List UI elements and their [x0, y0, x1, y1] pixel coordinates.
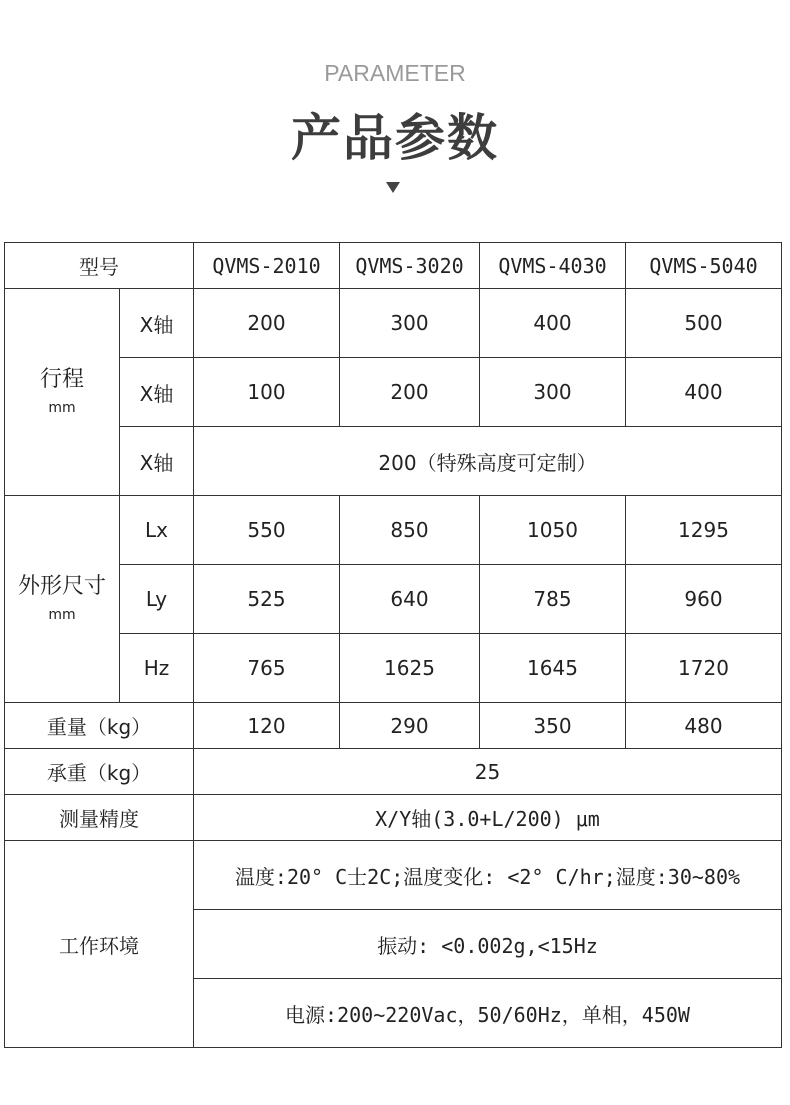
triangle-down-icon	[386, 182, 400, 193]
axis-label: Lx	[120, 496, 194, 565]
table-row-load	[5, 749, 782, 795]
axis-label: Hz	[120, 634, 194, 703]
table-row-accuracy	[5, 795, 782, 841]
table-row-model	[5, 243, 782, 289]
table-cell: 1050	[480, 496, 626, 565]
travel-label: 行程	[39, 367, 84, 392]
page-title: 产品参数	[291, 109, 499, 167]
table-cell: 25	[194, 749, 782, 795]
dimensions-label: 外形尺寸	[17, 574, 106, 599]
section-subtitle: PARAMETER	[324, 60, 466, 86]
table-cell: 525	[194, 565, 340, 634]
table-cell: 500	[626, 289, 782, 358]
table-cell: 480	[626, 703, 782, 749]
table-cell: 400	[480, 289, 626, 358]
environment-label: 工作环境	[5, 841, 194, 1048]
table-cell: 1720	[626, 634, 782, 703]
table-cell: 290	[340, 703, 480, 749]
table-cell: 电源:200~220Vac，50/60Hz，单相，450W	[194, 979, 782, 1048]
table-cell: 300	[340, 289, 480, 358]
table-cell: 200	[194, 289, 340, 358]
table-cell: 1645	[480, 634, 626, 703]
table-cell: 1625	[340, 634, 480, 703]
table-cell: 温度:20° C士2C;温度变化: <2° C/hr;湿度:30~80%	[194, 841, 782, 910]
table-row-travel-y	[5, 358, 782, 427]
table-row-dim-ly	[5, 565, 782, 634]
parameter-table	[4, 242, 782, 1048]
dimensions-unit: mm	[48, 607, 76, 623]
axis-label: Ly	[120, 565, 194, 634]
axis-label: X轴	[120, 427, 194, 496]
table-cell: X/Y轴(3.0+L/200) μm	[194, 795, 782, 841]
table-row-weight	[5, 703, 782, 749]
table-cell: 350	[480, 703, 626, 749]
table-row-env-temp	[5, 841, 782, 910]
axis-label: X轴	[120, 289, 194, 358]
table-cell: 960	[626, 565, 782, 634]
model-name: QVMS-5040	[626, 243, 782, 289]
table-row-travel-x	[5, 289, 782, 358]
load-label: 承重（kg）	[5, 749, 194, 795]
table-cell: 785	[480, 565, 626, 634]
table-row-dim-hz	[5, 634, 782, 703]
table-cell: 300	[480, 358, 626, 427]
model-label: 型号	[5, 243, 194, 289]
page-header	[0, 0, 790, 240]
table-cell: 200（特殊高度可定制）	[194, 427, 782, 496]
model-name: QVMS-3020	[340, 243, 480, 289]
model-name: QVMS-4030	[480, 243, 626, 289]
accuracy-label: 测量精度	[5, 795, 194, 841]
table-cell: 400	[626, 358, 782, 427]
axis-label: X轴	[120, 358, 194, 427]
travel-group-cell	[5, 289, 120, 496]
weight-label: 重量（kg）	[5, 703, 194, 749]
table-cell: 200	[340, 358, 480, 427]
table-cell: 100	[194, 358, 340, 427]
table-row-travel-z	[5, 427, 782, 496]
table-cell: 振动: <0.002g,<15Hz	[194, 910, 782, 979]
table-cell: 1295	[626, 496, 782, 565]
table-cell: 765	[194, 634, 340, 703]
table-cell: 640	[340, 565, 480, 634]
model-name: QVMS-2010	[194, 243, 340, 289]
table-cell: 850	[340, 496, 480, 565]
travel-unit: mm	[48, 400, 76, 416]
table-row-dim-lx	[5, 496, 782, 565]
table-cell: 120	[194, 703, 340, 749]
table-cell: 550	[194, 496, 340, 565]
dimensions-group-cell	[5, 496, 120, 703]
